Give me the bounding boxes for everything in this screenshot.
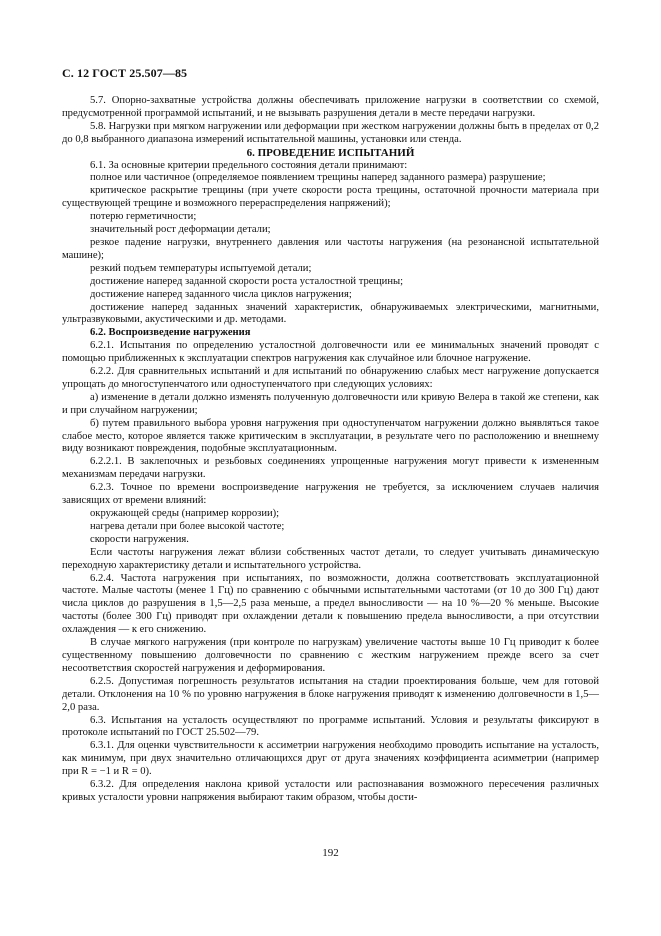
subsection-heading: 6.2. Воспроизведение нагружения — [90, 327, 251, 339]
paragraph-soft-loading: В случае мягкого нагружения (при контроле по нагрузкам) увеличение частоты выше 10 Гц приводит к более существенному повышению долговечности по сравнению с жестким нагружением прежде всего за счет несоответствия скоростей нагружения и деформирования. — [62, 637, 599, 674]
paragraph-6-2-4: 6.2.4. Частота нагружения при испытаниях, по возможности, должна соответствовать эксплуатационной частоте. Малые частоты (менее 1 Гц) по сравнению с обычными испытательными частотами (от 10 до 300 Гц) дают числа циклов до разрушения в 1,5—2,5 раза меньше, а предел выносливости — на 10 %—20 % меньше. Высокие частоты (более 300 Гц) приводят при охлаждении детали к повышению предела выносливости, а при отсутствии охлаждения — к его снижению. — [62, 572, 599, 636]
criterion-item: достижение наперед заданных значений характеристик, обнаруживаемых электрическими, магнитными, ультразвуковыми, акустическими и др. методами. — [62, 301, 599, 326]
criterion-item: значительный рост деформации детали; — [90, 224, 271, 236]
paragraph-6-3: 6.3. Испытания на усталость осуществляют по программе испытаний. Условия и результаты фиксируют в протоколе испытаний по ГОСТ 25.502—79. — [62, 714, 599, 739]
condition-a: а) изменение в детали должно изменять полученную долговечности или кривую Велера в такой же степени, как и при случайном нагружении; — [62, 391, 599, 416]
paragraph-5-8: 5.8. Нагрузки при мягком нагружении или деформации при жестком нагружении должны быть в пределах от 0,2 до 0,8 выбранного диапазона измерений испытательной машины, установки или стенда. — [62, 120, 599, 145]
paragraph-6-2-3: 6.2.3. Точное по времени воспроизведение нагружения не требуется, за исключением случаев наличия зависящих от времени влияний: — [62, 482, 599, 507]
paragraph-6-3-1: 6.3.1. Для оценки чувствительности к ассиметрии нагружения необходимо проводить испытание на усталость, как минимум, при двух значительно отличающихся друг от друга значениях коэффициента асимметрии (например при R = −1 и R = 0). — [62, 740, 599, 778]
influence-item: нагрева детали при более высокой частоте; — [90, 520, 285, 532]
page-number: 192 — [322, 847, 339, 859]
paragraph-6-1: 6.1. За основные критерии предельного состояния детали принимают: — [90, 159, 408, 171]
criterion-item: достижение наперед заданной скорости роста усталостной трещины; — [90, 275, 404, 287]
paragraph-frequency: Если частоты нагружения лежат вблизи собственных частот детали, то следует учитывать динамическую переходную характеристику детали и испытательного устройства. — [62, 546, 599, 571]
paragraph-6-2-2-1: 6.2.2.1. В заклепочных и резьбовых соединениях упрощенные нагружения могут привести к измененным механизмам передачи нагрузки. — [62, 456, 599, 481]
section-heading: 6. ПРОВЕДЕНИЕ ИСПЫТАНИЙ — [246, 146, 415, 159]
paragraph-6-2-2: 6.2.2. Для сравнительных испытаний и для испытаний по обнаружению слабых мест нагружение допускается упрощать до многоступенчатого или одноступенчатого при следующих условиях: — [62, 366, 599, 390]
paragraph-6-2-5: 6.2.5. Допустимая погрешность результатов испытания на стадии проектирования больше, чем для готовой детали. Отклонения на 10 % по уровню нагружения в блоке нагружения приводят к изменению долговечности в 1,5—2,0 раза. — [62, 675, 599, 713]
criterion-item: потерю герметичности; — [90, 211, 197, 223]
criterion-item: полное или частичное (определяемое появлением трещины наперед заданного размера) разрушение; — [90, 172, 546, 184]
influence-item: окружающей среды (например коррозии); — [90, 508, 280, 519]
paragraph-6-3-2: 6.3.2. Для определения наклона кривой усталости или распознавания возможного пересечения различных кривых усталости уровни напряжения выбирают таким образом, чтобы дости- — [62, 779, 599, 803]
page-header: С. 12 ГОСТ 25.507—85 — [62, 66, 188, 80]
criterion-item: достижение наперед заданного числа циклов нагружения; — [90, 288, 352, 300]
criterion-item: резкий подъем температуры испытуемой детали; — [90, 262, 312, 274]
paragraph-6-2-1: 6.2.1. Испытания по определению усталостной долговечности или ее минимальных значений проводят с помощью приближенных к эксплуатации спектров нагружения как случайное или блочное нагружение. — [62, 340, 599, 365]
condition-b: б) путем правильного выбора уровня нагружения при одноступенчатом нагружении должно выявляться такое слабое место, которое является также критическим в эксплуатации, в результате чего по расположению и внешнему виду возникают повреждения, подобные эксплуатационным. — [62, 417, 599, 455]
document-body — [62, 95, 599, 805]
paragraph-5-7: 5.7. Опорно-захватные устройства должны обеспечивать приложение нагрузки в соответствии со схемой, предусмотренной программой испытаний, и не вызывать разрушения детали в месте передачи нагрузки. — [62, 95, 599, 119]
criterion-item: критическое раскрытие трещины (при учете скорости роста трещины, остаточной прочности материала при существующей трещине и возможного перераспределения напряжений); — [62, 185, 599, 210]
criterion-item: резкое падение нагрузки, внутреннего давления или частоты нагружения (на резонансной испытательной машине); — [62, 236, 599, 261]
influence-item: скорости нагружения. — [90, 533, 189, 545]
